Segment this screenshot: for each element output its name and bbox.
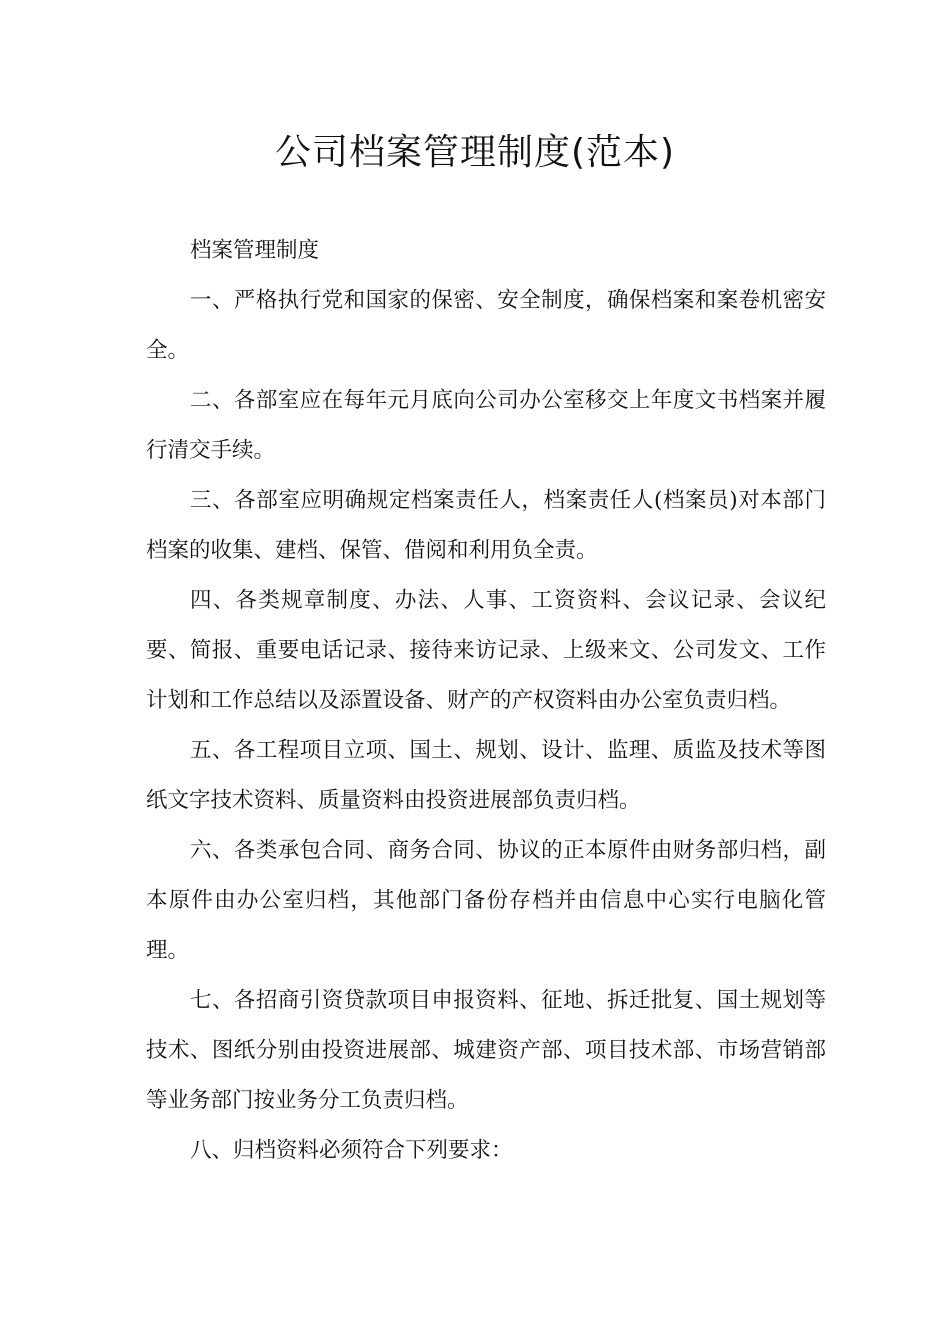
paragraph-item-6: 六、各类承包合同、商务合同、协议的正本原件由财务部归档，副本原件由办公室归档，其他部门备份存档并由信息中心实行电脑化管理。	[146, 838, 826, 963]
paragraph-item-2: 二、各部室应在每年元月底向公司办公室移交上年度文书档案并履行清交手续。	[146, 388, 826, 463]
paragraph-item-7: 七、各招商引资贷款项目申报资料、征地、拆迁批复、国土规划等技术、图纸分别由投资进展部、城建资产部、项目技术部、市场营销部等业务部门按业务分工负责归档。	[146, 988, 826, 1113]
paragraph-item-5: 五、各工程项目立项、国土、规划、设计、监理、质监及技术等图纸文字技术资料、质量资料由投资进展部负责归档。	[146, 738, 826, 813]
paragraph-item-3: 三、各部室应明确规定档案责任人，档案责任人(档案员)对本部门档案的收集、建档、保管、借阅和利用负全责。	[146, 488, 826, 563]
paragraph-item-4: 四、各类规章制度、办法、人事、工资资料、会议记录、会议纪要、简报、重要电话记录、接待来访记录、上级来文、公司发文、工作计划和工作总结以及添置设备、财产的产权资料由办公室负责归档。	[146, 588, 826, 713]
paragraph-item-1: 一、严格执行党和国家的保密、安全制度，确保档案和案卷机密安全。	[146, 288, 826, 363]
document-body	[146, 226, 826, 1176]
paragraph-heading: 档案管理制度	[190, 238, 320, 263]
document-title: 公司档案管理制度(范本)	[274, 132, 676, 173]
paragraph-item-8: 八、归档资料必须符合下列要求：	[190, 1138, 513, 1163]
